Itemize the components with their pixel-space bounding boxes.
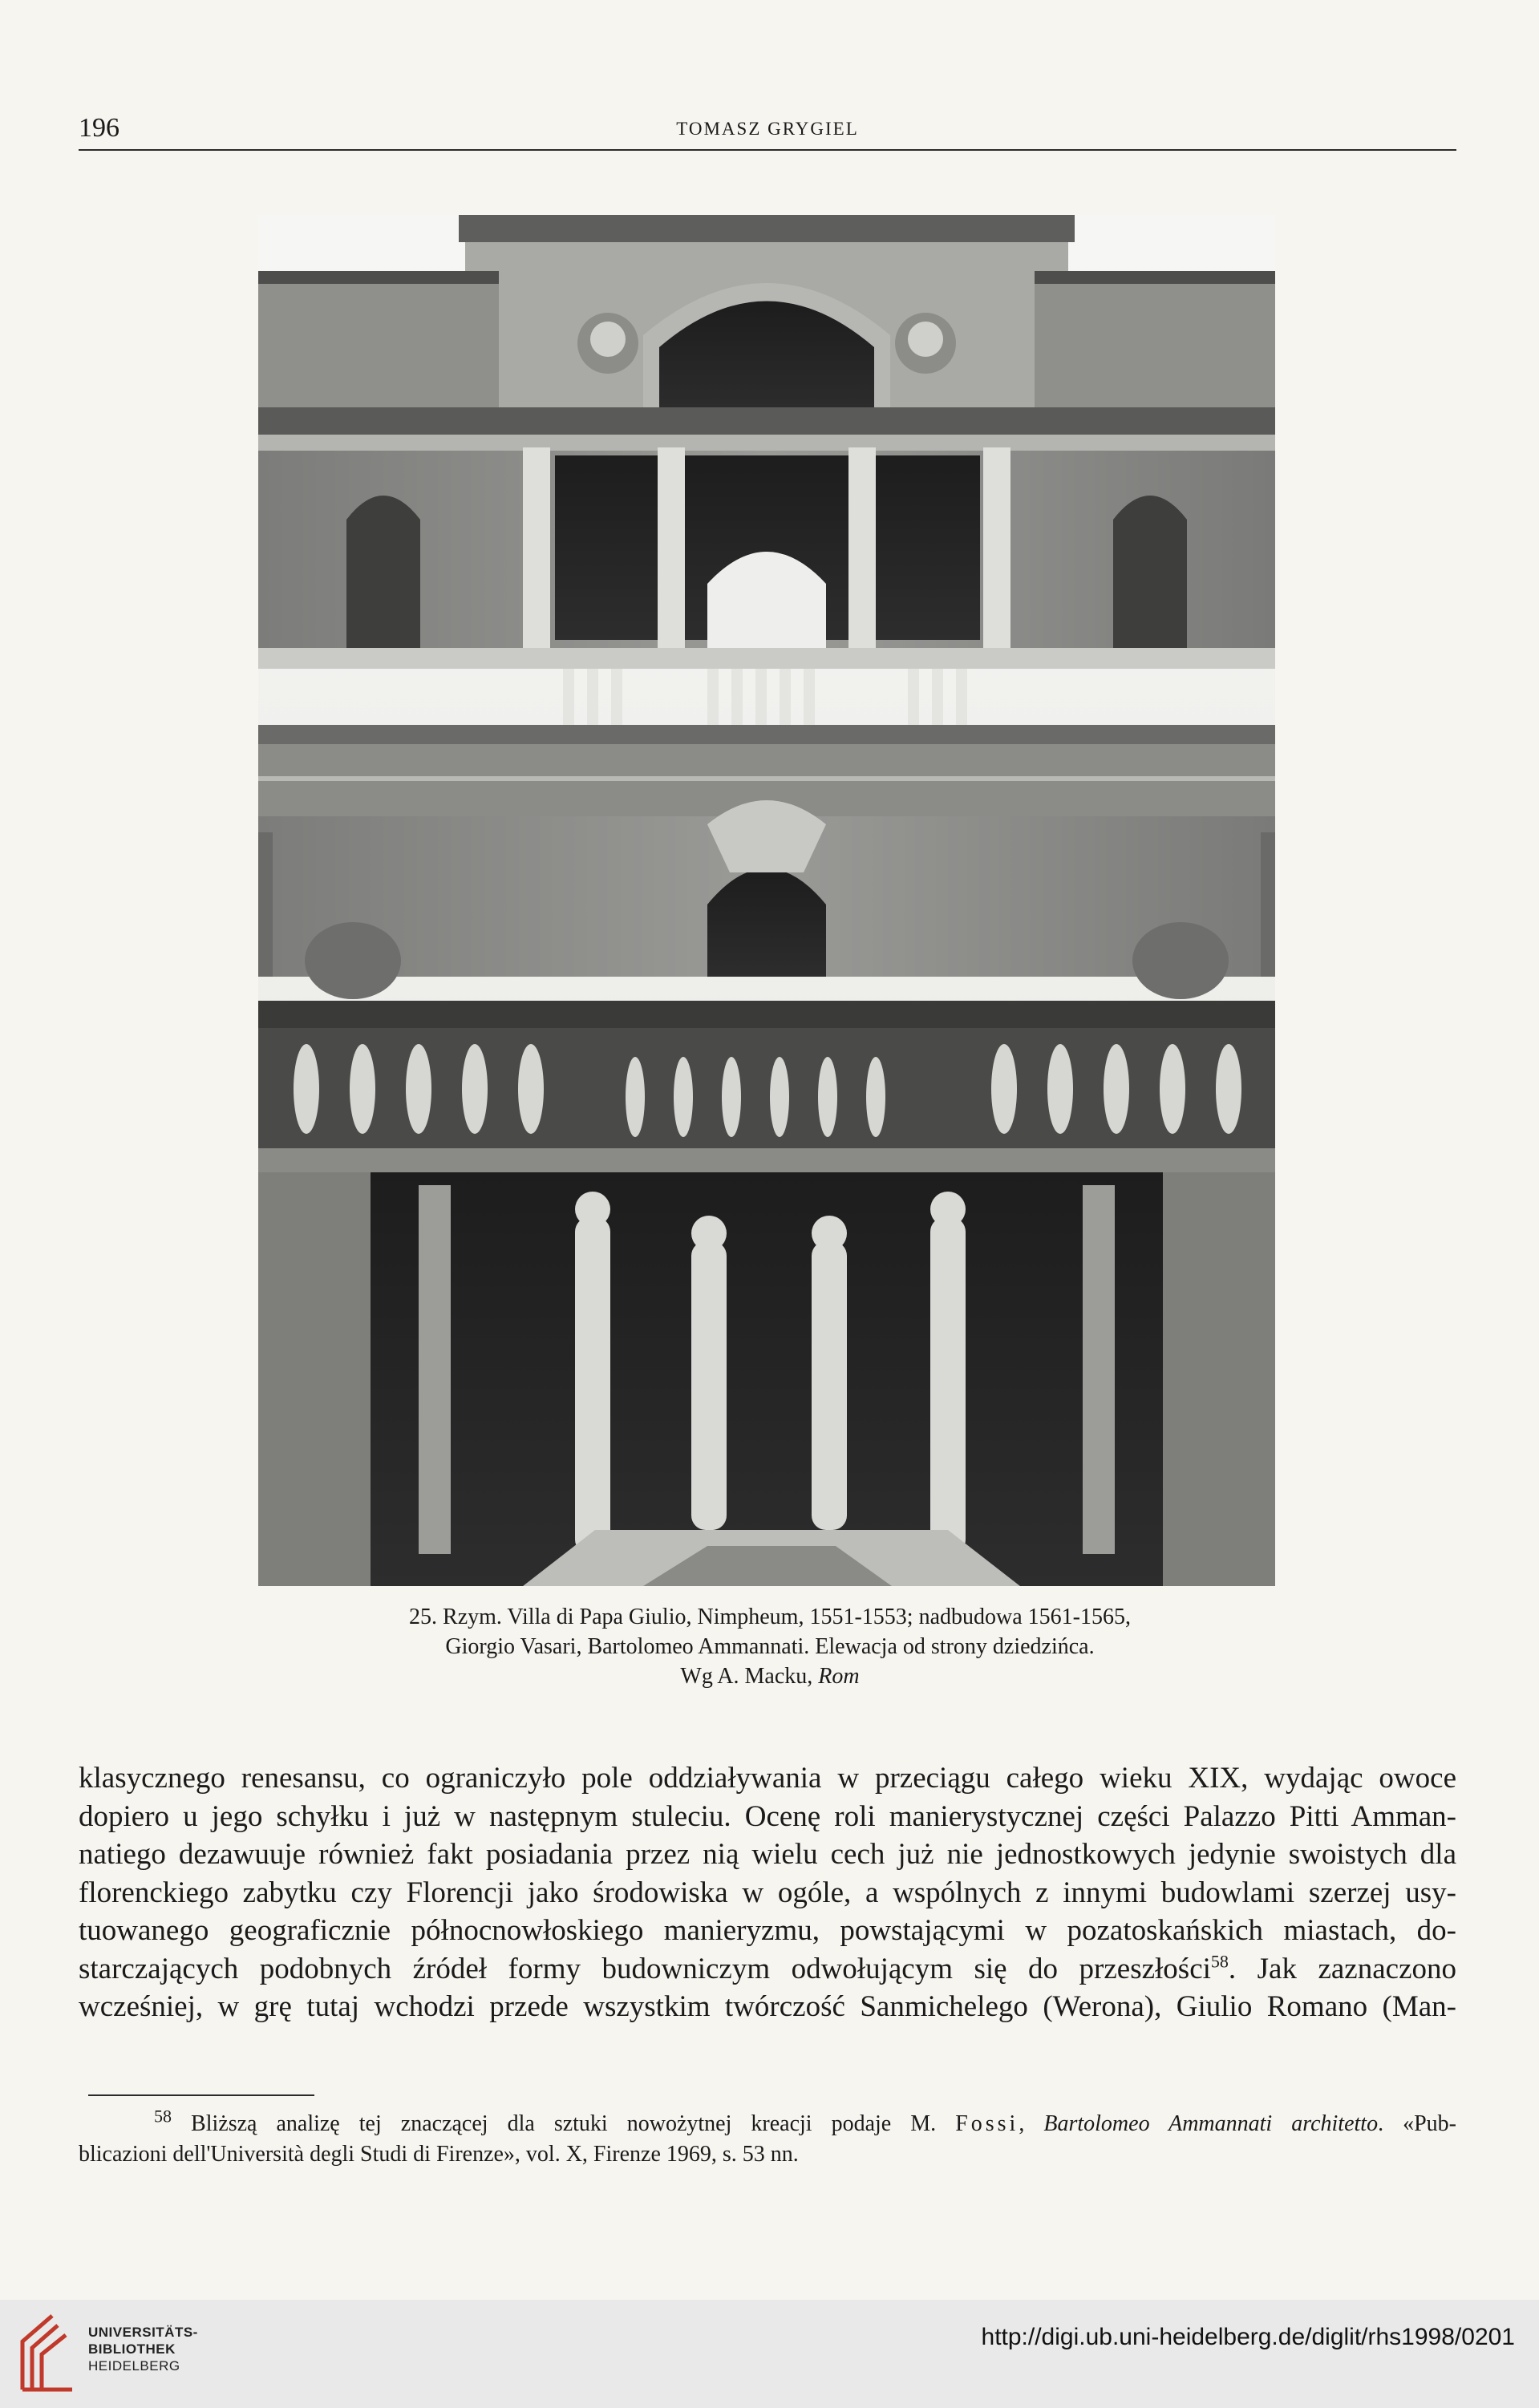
body-line-6-text: starczających podobnych źródeł formy budowniczym odwołującym się do przeszłości — [79, 1952, 1211, 1985]
body-line-1: klasycznego renesansu, co ograniczyło pole oddziaływania w przeciągu całego wieku XIX, wydając owoce — [79, 1762, 1456, 1795]
caption-line-2: Giorgio Vasari, Bartolomeo Ammannati. Elewacja od strony dziedzińca. — [445, 1634, 1095, 1659]
body-line-5: tuowanego geograficznie północnowłoskiego manieryzmu, powstającymi w pozatoskańskich miastach, do- — [79, 1914, 1456, 1947]
running-title: TOMASZ GRYGIEL — [676, 119, 859, 139]
running-header — [79, 112, 1456, 151]
caption-line-1: 25. Rzym. Villa di Papa Giulio, Nimpheum, 1551-1553; nadbudowa 1561-1565, — [409, 1605, 1131, 1629]
body-line-2: dopiero u jego schyłku i już w następnym stuleciu. Ocenę roli manierystycznej części Palazzo Pitti Amman- — [79, 1799, 1456, 1833]
body-line-6 — [79, 1950, 1456, 1989]
footnote-number: 58 — [154, 2106, 172, 2127]
body-line-7: wcześniej, w grę tutaj wchodzi przede wszystkim twórczość Sanmichelego (Werona), Giulio Romano (Man- — [79, 1990, 1456, 2023]
caption-credit-title: Rom — [818, 1664, 860, 1689]
nymphaeum-photo-illustration — [258, 215, 1275, 1586]
figure-photograph — [258, 215, 1275, 1586]
body-line-4: florenckiego zabytku czy Florencji jako środowiska w ogóle, a wspólnych z innymi budowlami szerzej usy- — [79, 1876, 1456, 1909]
library-name-line-1: UNIVERSITÄTS- — [88, 2325, 198, 2340]
body-line-6-tail: . Jak zaznaczono — [1228, 1952, 1456, 1985]
footnote-book-title: Bartolomeo Ammannati architetto — [1043, 2111, 1379, 2136]
caption-credit: Wg A. Macku, — [680, 1664, 819, 1689]
library-name-line-2: BIBLIOTHEK — [88, 2341, 176, 2357]
page-number: 196 — [79, 113, 119, 143]
library-name — [88, 2324, 198, 2374]
digital-library-url-link[interactable]: http://digi.ub.uni-heidelberg.de/diglit/rhs1998/0201 — [981, 2324, 1515, 2350]
figure-caption — [241, 1602, 1299, 1691]
footnote-58 — [79, 2106, 1457, 2170]
footnote-reference-58[interactable]: 58 — [1210, 1951, 1229, 1972]
footnote-text-end: . «Pub- — [1378, 2111, 1457, 2136]
university-library-logo-icon — [16, 2309, 80, 2398]
caption-line-3 — [241, 1661, 1299, 1691]
footnote-separator — [88, 2094, 314, 2096]
body-line-3: natiego dezawuuje również fakt posiadania przez nią wielu cech już nie jednostkowych jedynie swoistych dla — [79, 1838, 1456, 1871]
body-paragraph — [79, 1759, 1456, 2026]
footnote-author: Fossi — [955, 2111, 1019, 2136]
footnote-comma: , — [1019, 2111, 1044, 2136]
footnote-line-2: blicazioni dell'Università degli Studi di Firenze», vol. X, Firenze 1969, s. 53 nn. — [79, 2142, 799, 2167]
footnote-text-start: Bliższą analizę tej znaczącej dla sztuki nowożytnej kreacji podaje M. — [172, 2111, 956, 2136]
footnote-line-1 — [79, 2106, 1457, 2139]
library-name-line-3: HEIDELBERG — [88, 2358, 180, 2374]
digitization-footer — [0, 2300, 1539, 2408]
